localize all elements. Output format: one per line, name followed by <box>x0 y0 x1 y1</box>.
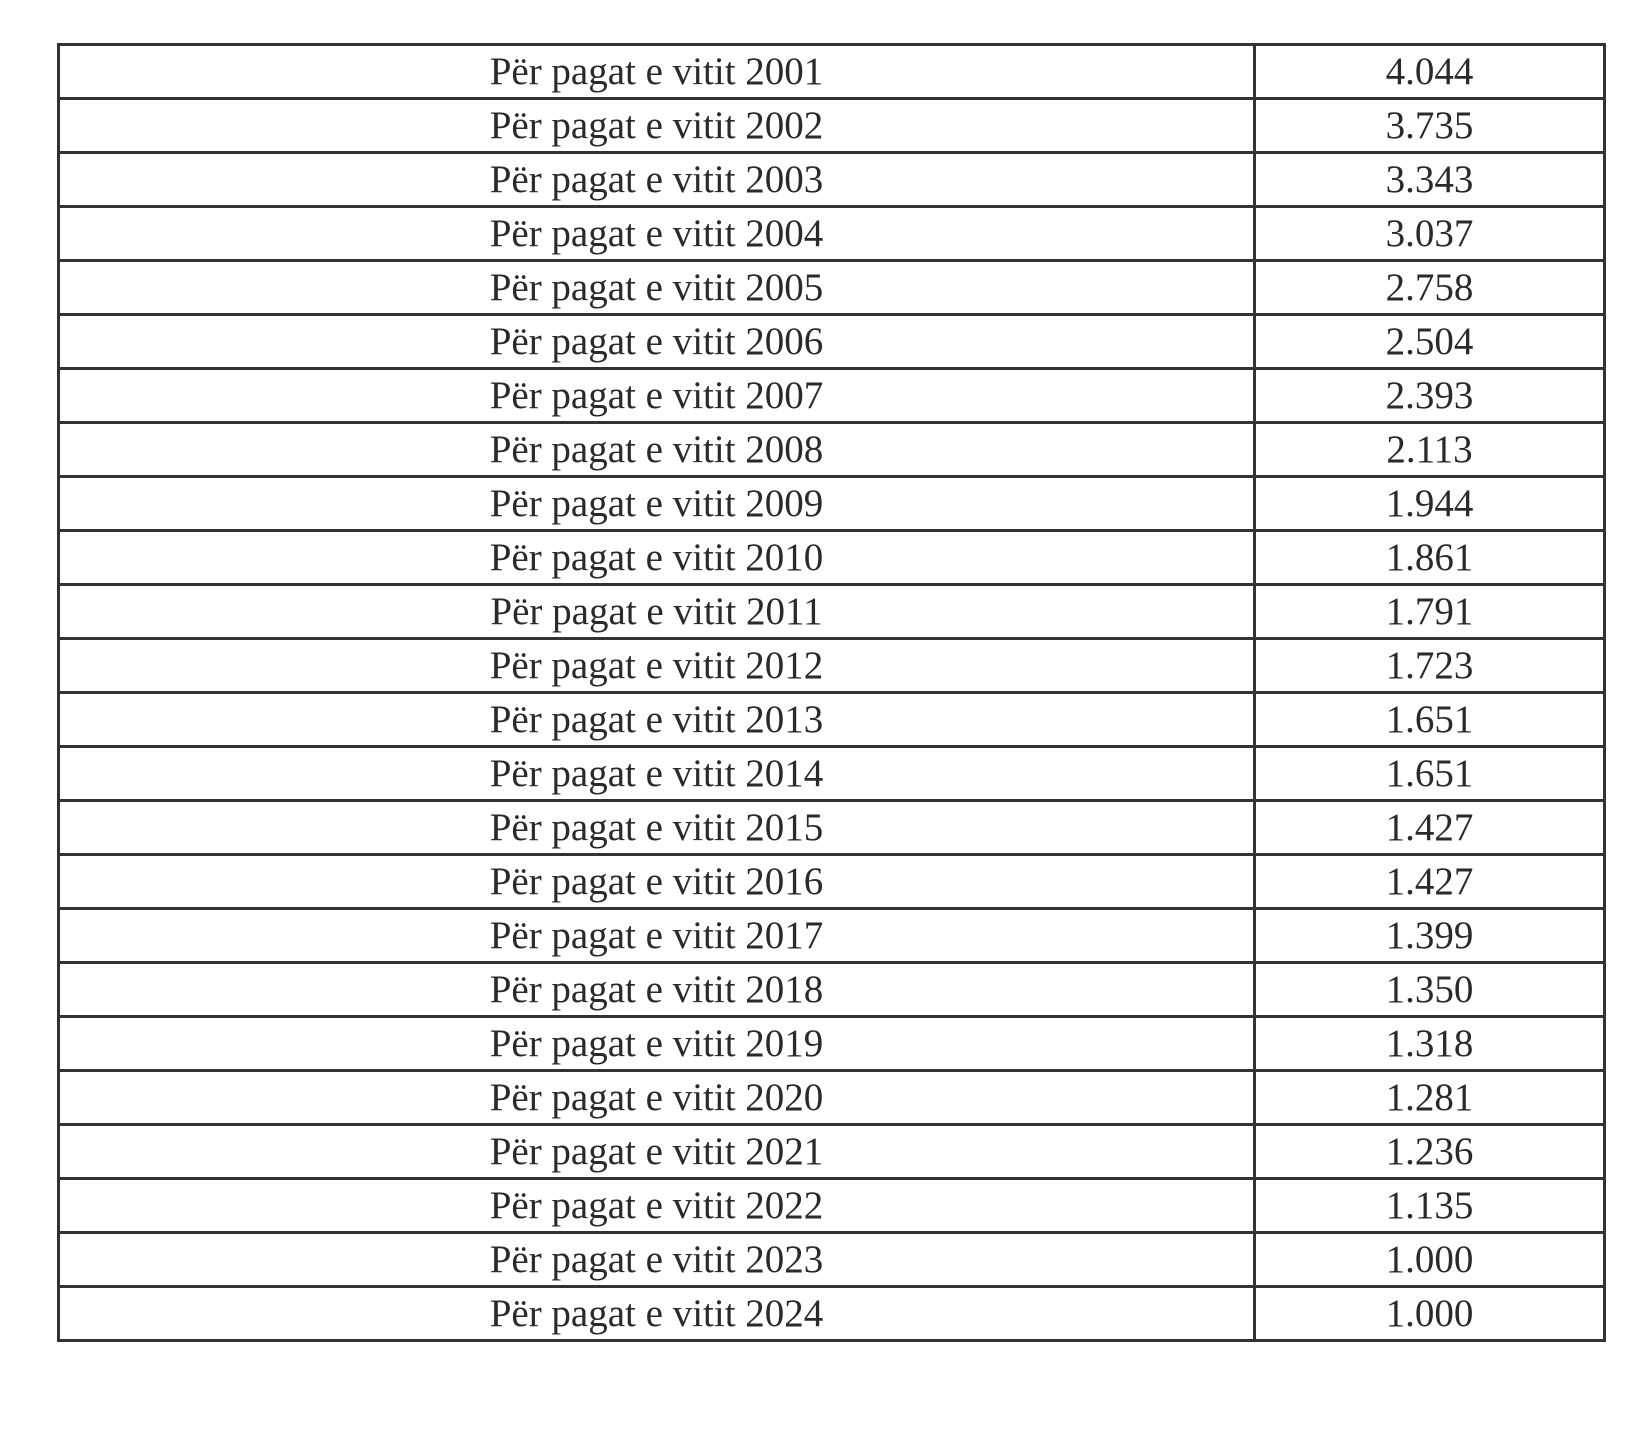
table-row <box>59 855 1605 909</box>
year-label-cell: Për pagat e vitit 2016 <box>59 855 1255 909</box>
coefficient-table <box>57 43 1606 1342</box>
coefficient-value-cell: 1.861 <box>1255 531 1605 585</box>
coefficient-value-cell: 3.037 <box>1255 207 1605 261</box>
year-label-cell: Për pagat e vitit 2004 <box>59 207 1255 261</box>
year-label-cell: Për pagat e vitit 2005 <box>59 261 1255 315</box>
coefficient-value-cell: 1.236 <box>1255 1125 1605 1179</box>
coefficient-value-cell: 2.113 <box>1255 423 1605 477</box>
year-label-cell: Për pagat e vitit 2021 <box>59 1125 1255 1179</box>
table-row <box>59 909 1605 963</box>
table-row <box>59 423 1605 477</box>
table-row <box>59 639 1605 693</box>
table-row <box>59 153 1605 207</box>
year-label-cell: Për pagat e vitit 2010 <box>59 531 1255 585</box>
table-row <box>59 801 1605 855</box>
year-label-cell: Për pagat e vitit 2017 <box>59 909 1255 963</box>
coefficient-value-cell: 1.318 <box>1255 1017 1605 1071</box>
table-row <box>59 369 1605 423</box>
coefficient-value-cell: 1.399 <box>1255 909 1605 963</box>
coefficient-value-cell: 1.651 <box>1255 747 1605 801</box>
year-label-cell: Për pagat e vitit 2015 <box>59 801 1255 855</box>
table-row <box>59 1179 1605 1233</box>
table-row <box>59 693 1605 747</box>
year-label-cell: Për pagat e vitit 2023 <box>59 1233 1255 1287</box>
coefficient-value-cell: 1.427 <box>1255 855 1605 909</box>
coefficient-value-cell: 3.343 <box>1255 153 1605 207</box>
year-label-cell: Për pagat e vitit 2001 <box>59 45 1255 99</box>
year-label-cell: Për pagat e vitit 2019 <box>59 1017 1255 1071</box>
year-label-cell: Për pagat e vitit 2024 <box>59 1287 1255 1341</box>
table-row <box>59 477 1605 531</box>
year-label-cell: Për pagat e vitit 2018 <box>59 963 1255 1017</box>
year-label-cell: Për pagat e vitit 2011 <box>59 585 1255 639</box>
table-row <box>59 1017 1605 1071</box>
coefficient-value-cell: 1.350 <box>1255 963 1605 1017</box>
table-row <box>59 1071 1605 1125</box>
coefficient-value-cell: 1.723 <box>1255 639 1605 693</box>
coefficient-value-cell: 1.281 <box>1255 1071 1605 1125</box>
table-row <box>59 963 1605 1017</box>
year-label-cell: Për pagat e vitit 2003 <box>59 153 1255 207</box>
table-row <box>59 45 1605 99</box>
coefficient-value-cell: 3.735 <box>1255 99 1605 153</box>
table-row <box>59 1233 1605 1287</box>
year-label-cell: Për pagat e vitit 2012 <box>59 639 1255 693</box>
year-label-cell: Për pagat e vitit 2002 <box>59 99 1255 153</box>
coefficient-value-cell: 1.944 <box>1255 477 1605 531</box>
year-label-cell: Për pagat e vitit 2013 <box>59 693 1255 747</box>
coefficient-value-cell: 1.000 <box>1255 1233 1605 1287</box>
coefficient-value-cell: 1.135 <box>1255 1179 1605 1233</box>
year-label-cell: Për pagat e vitit 2020 <box>59 1071 1255 1125</box>
table-row <box>59 1287 1605 1341</box>
year-label-cell: Për pagat e vitit 2014 <box>59 747 1255 801</box>
year-label-cell: Për pagat e vitit 2009 <box>59 477 1255 531</box>
coefficient-value-cell: 1.000 <box>1255 1287 1605 1341</box>
table-row <box>59 531 1605 585</box>
table-row <box>59 315 1605 369</box>
coefficient-value-cell: 2.393 <box>1255 369 1605 423</box>
year-label-cell: Për pagat e vitit 2007 <box>59 369 1255 423</box>
year-label-cell: Për pagat e vitit 2006 <box>59 315 1255 369</box>
coefficient-value-cell: 2.758 <box>1255 261 1605 315</box>
coefficient-value-cell: 1.651 <box>1255 693 1605 747</box>
table-row <box>59 585 1605 639</box>
year-label-cell: Për pagat e vitit 2022 <box>59 1179 1255 1233</box>
table-row <box>59 747 1605 801</box>
coefficient-value-cell: 1.427 <box>1255 801 1605 855</box>
table-row <box>59 99 1605 153</box>
table-row <box>59 261 1605 315</box>
table-body <box>59 45 1605 1341</box>
coefficient-value-cell: 2.504 <box>1255 315 1605 369</box>
coefficient-value-cell: 4.044 <box>1255 45 1605 99</box>
table-row <box>59 207 1605 261</box>
year-label-cell: Për pagat e vitit 2008 <box>59 423 1255 477</box>
coefficient-table-container <box>57 43 1597 1342</box>
coefficient-value-cell: 1.791 <box>1255 585 1605 639</box>
table-row <box>59 1125 1605 1179</box>
